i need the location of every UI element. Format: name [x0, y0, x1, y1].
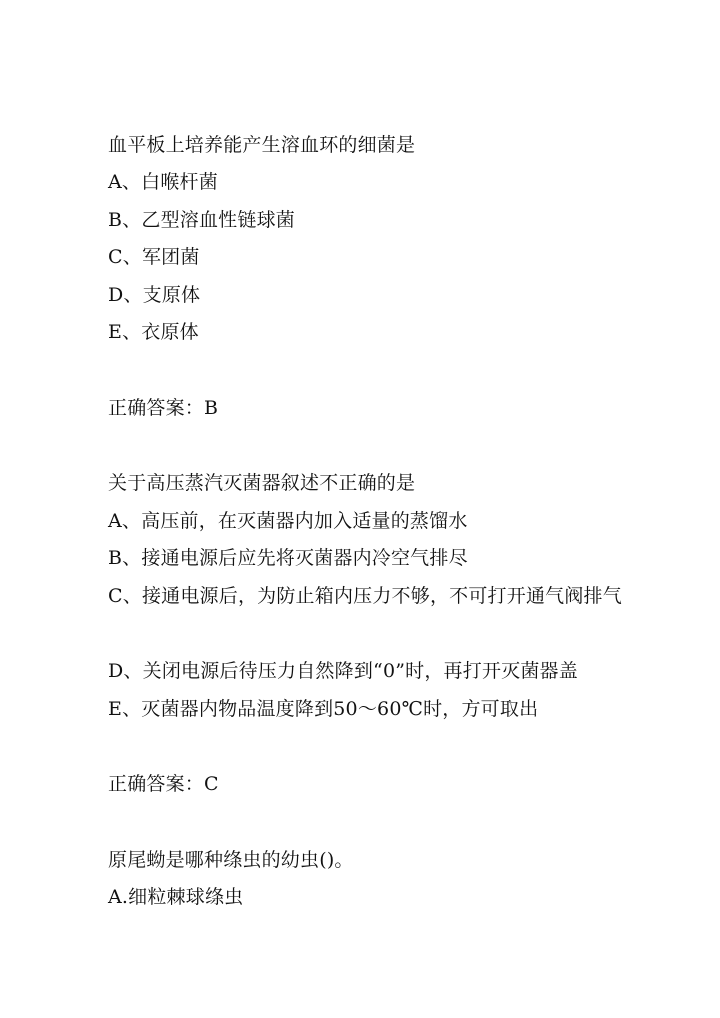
question-1-text: 血平板上培养能产生溶血环的细菌是: [108, 134, 416, 156]
question-1-option-a: A、白喉杆菌: [108, 171, 218, 193]
question-1-option-b: B、乙型溶血性链球菌: [108, 209, 295, 231]
question-1-option-c: C、军团菌: [108, 246, 200, 268]
question-1-option-d: D、支原体: [108, 284, 201, 306]
question-2-text: 关于高压蒸汽灭菌器叙述不正确的是: [108, 472, 416, 494]
question-3-option-a: A.细粒棘球绦虫: [108, 886, 244, 908]
question-2-option-d: D、关闭电源后待压力自然降到“0”时，再打开灭菌器盖: [108, 660, 578, 682]
question-1-answer: 正确答案：B: [108, 397, 219, 419]
question-2-option-b: B、接通电源后应先将灭菌器内冷空气排尽: [108, 547, 468, 569]
question-2-answer: 正确答案：C: [108, 773, 219, 795]
question-1-option-e: E、衣原体: [108, 321, 199, 343]
question-2-option-e: E、灭菌器内物品温度降到50～60℃时，方可取出: [108, 698, 539, 720]
question-3-text: 原尾蚴是哪种绦虫的幼虫()。: [108, 849, 354, 871]
question-2-option-a: A、高压前，在灭菌器内加入适量的蒸馏水: [108, 510, 468, 532]
question-2-option-c: C、接通电源后，为防止箱内压力不够，不可打开通气阀排气: [108, 585, 622, 607]
